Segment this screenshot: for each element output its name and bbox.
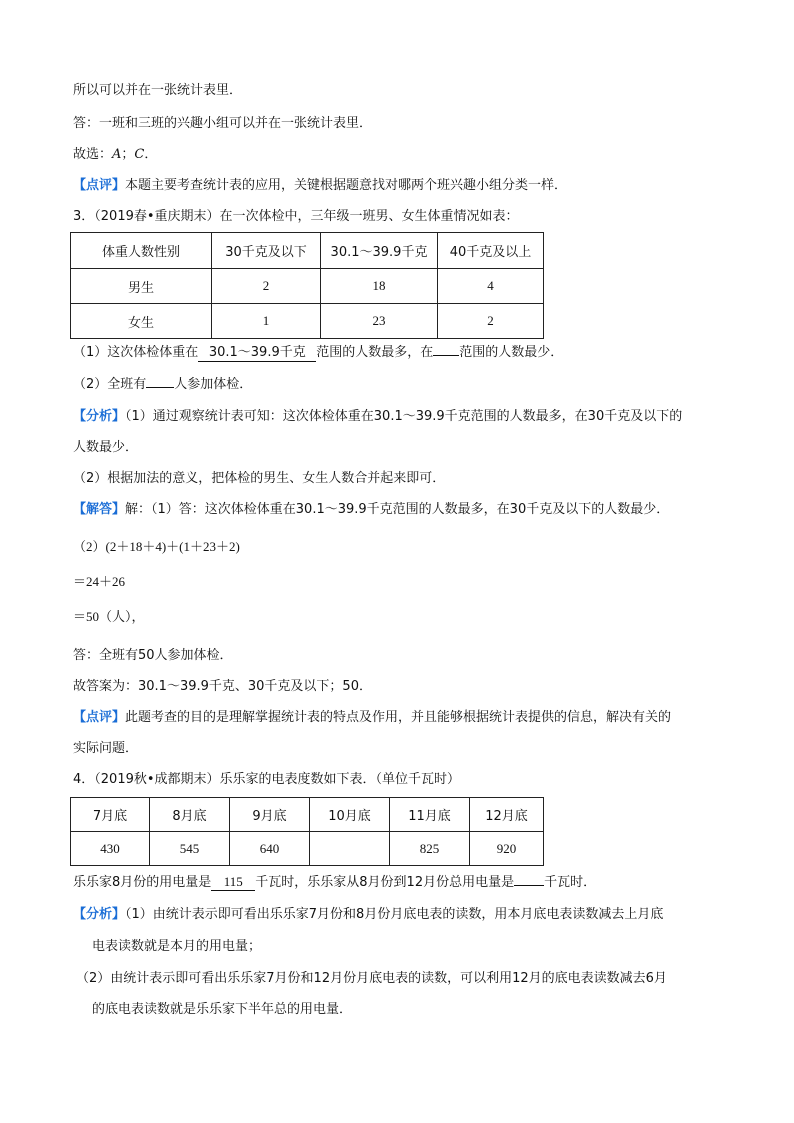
choice-a: A — [112, 147, 122, 162]
equation-line: ＝24＋26 — [73, 574, 126, 589]
table-header-row — [71, 233, 544, 269]
table-header-cell: 12月底 — [470, 798, 544, 832]
table-cell: 23 — [321, 304, 438, 339]
analysis-line: 的底电表读数就是乐乐家下半年总的用电量． — [92, 1002, 353, 1017]
q3-1-end: 范围的人数最少． — [459, 345, 564, 360]
question-3-title: 3．（2019春•重庆期末）在一次体检中，三年级一班男、女生体重情况如表： — [73, 209, 519, 224]
answer-blank — [433, 355, 459, 356]
table-cell: 920 — [470, 832, 544, 866]
analysis-line — [73, 905, 663, 925]
review-tag: 【点评】 — [73, 178, 126, 193]
q4-mid: 千瓦时，乐乐家从8月份到12月份总用电量是 — [255, 875, 515, 890]
analysis-line: （2）根据加法的意义，把体检的男生、女生人数合并起来即可． — [73, 471, 446, 486]
table-cell: 545 — [150, 832, 230, 866]
table-cell: 430 — [71, 832, 150, 866]
table-header-cell: 11月底 — [390, 798, 470, 832]
answer-line: 答：一班和三班的兴趣小组可以并在一张统计表里． — [73, 116, 373, 131]
q4-end: 千瓦时． — [544, 875, 597, 890]
table-header-cell: 30.1～39.9千克 — [321, 233, 438, 269]
equation-line: ＝50（人）， — [73, 609, 145, 624]
table-header-row — [71, 798, 544, 832]
review-line — [73, 708, 671, 728]
answer-blank: 30.1～39.9千克 — [198, 345, 316, 362]
q3-1-mid: 范围的人数最多，在 — [316, 345, 434, 360]
analysis-tag: 【分析】 — [73, 409, 126, 424]
question-4-title: 4．（2019秋•成都期末）乐乐家的电表度数如下表．（单位千瓦时） — [73, 772, 461, 787]
q3-2-end: 人参加体检． — [174, 377, 253, 392]
review-text: 此题考查的目的是理解掌握统计表的特点及作用，并且能够根据统计表提供的信息，解决有关的 — [125, 710, 672, 725]
analysis-text: （1）通过观察统计表可知：这次体检体重在30.1～39.9千克范围的人数最多，在30千克及以下的 — [125, 409, 683, 424]
table-cell: 女生 — [71, 304, 212, 339]
analysis-line: 人数最少． — [73, 440, 139, 455]
q3-2-prefix: （2）全班有 — [73, 377, 147, 392]
choice-line — [73, 145, 157, 165]
analysis-tag: 【分析】 — [73, 907, 126, 922]
table-cell: 18 — [321, 269, 438, 304]
answer-blank — [514, 885, 544, 886]
review-line: 实际问题． — [73, 741, 139, 756]
table-cell: 2 — [212, 269, 321, 304]
table-header-cell: 10月底 — [310, 798, 390, 832]
table-header-cell: 体重人数性别 — [71, 233, 212, 269]
weight-table — [70, 232, 544, 339]
table-header-cell: 30千克及以下 — [212, 233, 321, 269]
question-3-part-1 — [73, 343, 563, 363]
table-row — [71, 269, 544, 304]
table-header-cell: 8月底 — [150, 798, 230, 832]
question-4-text — [73, 873, 596, 893]
table-row — [71, 832, 544, 866]
table-cell: 1 — [212, 304, 321, 339]
equation-line: （2）(2＋18＋4)＋(1＋23＋2) — [73, 539, 240, 554]
table-cell: 2 — [438, 304, 544, 339]
answer-line: 答：全班有50人参加体检． — [73, 648, 233, 663]
solution-tag: 【解答】 — [73, 502, 126, 517]
table-cell: 男生 — [71, 269, 212, 304]
table-header-cell: 7月底 — [71, 798, 150, 832]
table-row — [71, 304, 544, 339]
solution-text: 解：（1）答：这次体检体重在30.1～39.9千克范围的人数最多，在30千克及以下的人数最少． — [125, 502, 670, 517]
solution-line — [73, 500, 669, 520]
meter-table — [70, 797, 544, 866]
choice-prefix: 故选： — [73, 147, 113, 162]
table-cell: 4 — [438, 269, 544, 304]
choice-sep: ； — [121, 147, 135, 162]
review-text: 本题主要考查统计表的应用，关键根据题意找对哪两个班兴趣小组分类一样． — [125, 178, 568, 193]
table-header-cell: 9月底 — [230, 798, 310, 832]
q4-prefix: 乐乐家8月份的用电量是 — [73, 875, 212, 890]
answer-blank — [146, 387, 174, 388]
final-answer-line: 故答案为：30.1～39.9千克、30千克及以下；50． — [73, 679, 372, 694]
choice-end: ． — [144, 147, 158, 162]
table-cell — [310, 832, 390, 866]
review-line — [73, 176, 567, 196]
analysis-line: （2）由统计表示即可看出乐乐家7月份和12月份月底电表的读数，可以利用12月的底电表读数减去6月 — [76, 971, 667, 986]
review-tag: 【点评】 — [73, 710, 126, 725]
choice-c: C — [134, 147, 145, 162]
question-3-part-2 — [73, 375, 252, 395]
table-cell: 825 — [390, 832, 470, 866]
analysis-text: （1）由统计表示即可看出乐乐家7月份和8月份月底电表的读数，用本月底电表读数减去上月底 — [125, 907, 664, 922]
answer-blank: 115 — [211, 874, 255, 891]
analysis-line: 电表读数就是本月的用电量； — [92, 939, 262, 954]
table-header-cell: 40千克及以上 — [438, 233, 544, 269]
table-cell: 640 — [230, 832, 310, 866]
text-line: 所以可以并在一张统计表里． — [73, 83, 243, 98]
q3-1-prefix: （1）这次体检体重在 — [73, 345, 199, 360]
analysis-line — [73, 407, 682, 427]
